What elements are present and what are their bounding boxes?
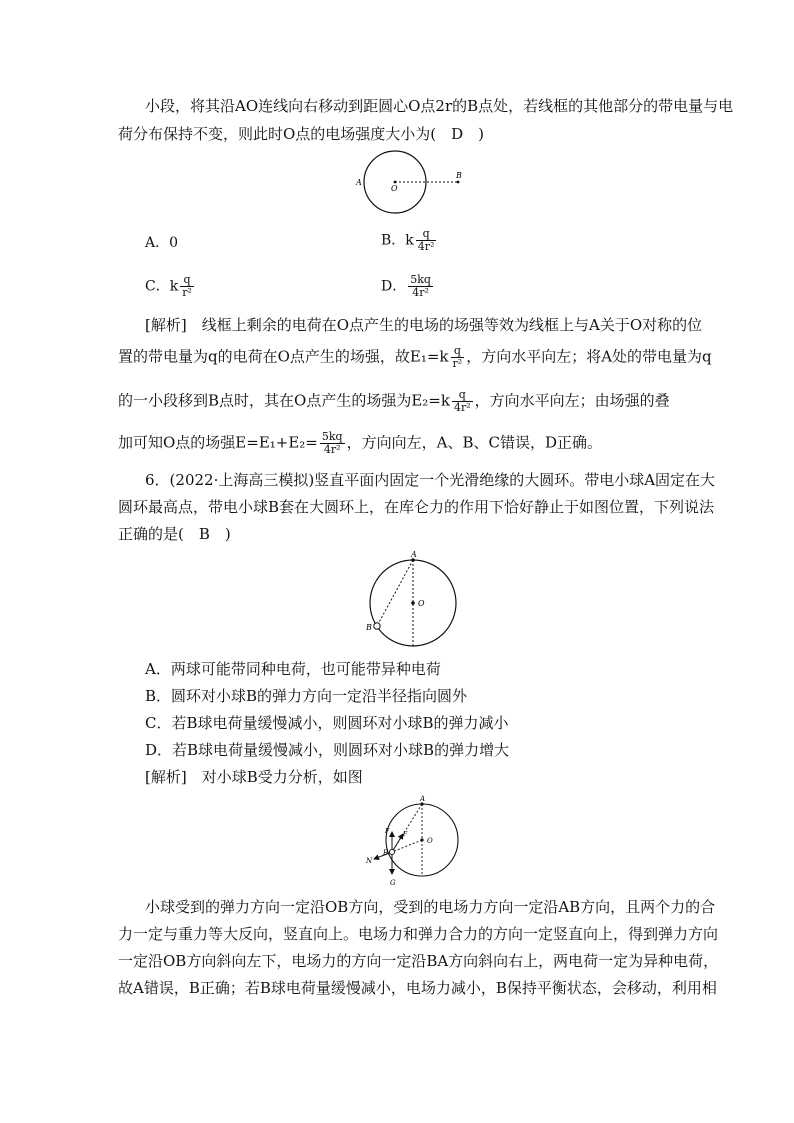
label-o: O xyxy=(391,184,398,193)
fraction-den: 4r² xyxy=(408,286,433,299)
option-a: A．两球可能带同种电荷，也可能带异种电荷 xyxy=(145,660,441,678)
label-b: B xyxy=(456,171,462,180)
fraction-num: q xyxy=(422,227,430,240)
label-n: N xyxy=(366,857,373,865)
text-line: [解析] 线框上剩余的电荷在O点产生的电场的场强等效为线框上与A关于O对称的位 xyxy=(145,316,703,334)
option-c xyxy=(145,274,196,299)
label-b: B xyxy=(383,849,389,857)
text-span: ，方向向左，A、B、C错误，D正确。 xyxy=(346,433,602,452)
text-line: 小段，将其沿AO连线向右移动到距圆心O点2r的B点处，若线框的其他部分的带电量与电 xyxy=(145,97,734,115)
text-line xyxy=(118,345,712,370)
fraction-den: 4r² xyxy=(320,443,345,456)
fraction xyxy=(320,431,345,456)
text-line: 6．(2022·上海高三模拟)竖直平面内固定一个光滑绝缘的大圆环。带电小球A固定在大 xyxy=(145,471,716,489)
option-c: C．若B球电荷量缓慢减小，则圆环对小球B的弹力减小 xyxy=(145,714,509,732)
label-a: A xyxy=(356,178,362,187)
text-line xyxy=(118,389,670,414)
fraction-den: 4r² xyxy=(453,401,471,414)
option-d: D．若B球电荷量缓慢减小，则圆环对小球B的弹力增大 xyxy=(145,741,510,759)
fraction-den: 4r² xyxy=(417,240,435,253)
fraction-num: 5kq xyxy=(321,430,343,443)
text-span: ，方向水平向左；将A处的带电量为q xyxy=(466,347,712,366)
text-span: 加可知O点的场强E=E₁+E₂= xyxy=(118,433,318,452)
label-f-combined: F xyxy=(385,828,390,835)
fraction-num: q xyxy=(453,344,461,357)
fraction xyxy=(408,274,433,299)
fraction-num: q xyxy=(458,388,466,401)
label-b: B xyxy=(366,623,372,632)
fraction xyxy=(452,389,473,414)
text-span: 的一小段移到B点时，其在O点产生的场强为E₂=k xyxy=(118,391,450,410)
fraction-num: q xyxy=(183,273,191,286)
text-line: 正确的是( B ) xyxy=(118,525,231,543)
analysis-intro: [解析] 对小球B受力分析，如图 xyxy=(145,768,363,786)
option-b-prefix: B．k xyxy=(381,232,414,249)
option-d-prefix: D． xyxy=(381,278,407,295)
label-a: A xyxy=(420,795,426,803)
fraction-den: r² xyxy=(182,286,192,299)
option-c-prefix: C．k xyxy=(145,278,179,295)
text-span: ，方向水平向左；由场强的叠 xyxy=(474,391,670,410)
text-line: 力一定与重力等大反向，竖直向上。电场力和弹力合力的方向一定竖直向上，得到弹力方向 xyxy=(118,925,719,943)
circle-diagram-1 xyxy=(350,148,470,220)
ring-diagram-2 xyxy=(357,548,467,648)
text-line: 圆环最高点，带电小球B套在大圆环上，在库仑力的作用下恰好静止于如图位置，下列说法 xyxy=(118,498,715,516)
fraction xyxy=(416,228,437,253)
label-o: O xyxy=(418,599,425,608)
fraction-den: r² xyxy=(452,357,463,370)
option-d xyxy=(381,274,435,299)
label-a: A xyxy=(411,550,417,559)
force-diagram-3 xyxy=(355,792,465,888)
text-line: 故A错误，B正确；若B球电荷量缓慢减小，电场力减小，B保持平衡状态，会移动，利用相 xyxy=(118,979,717,997)
text-line xyxy=(118,431,602,456)
text-line: 一定沿OB方向斜向左下，电场力的方向一定沿BA方向斜向右上，两电荷一定为异种电荷， xyxy=(118,952,719,970)
option-b xyxy=(381,228,438,253)
option-a: A．0 xyxy=(145,235,179,251)
text-span: 置的带电量为q的电荷在O点产生的场强，故E₁=k xyxy=(118,347,449,366)
label-o: O xyxy=(427,837,433,845)
text-line: 荷分布保持不变，则此时O点的电场强度大小为( D ) xyxy=(118,125,485,143)
fraction xyxy=(180,274,194,299)
label-f-electric: F xyxy=(403,831,408,838)
fraction xyxy=(451,345,465,370)
text-line: 小球受到的弹力方向一定沿OB方向，受到的电场力方向一定沿AB方向，且两个力的合 xyxy=(145,898,716,916)
option-b: B．圆环对小球B的弹力方向一定沿半径指向圆外 xyxy=(145,687,468,705)
label-g: G xyxy=(390,879,396,887)
fraction-num: 5kq xyxy=(410,273,431,286)
